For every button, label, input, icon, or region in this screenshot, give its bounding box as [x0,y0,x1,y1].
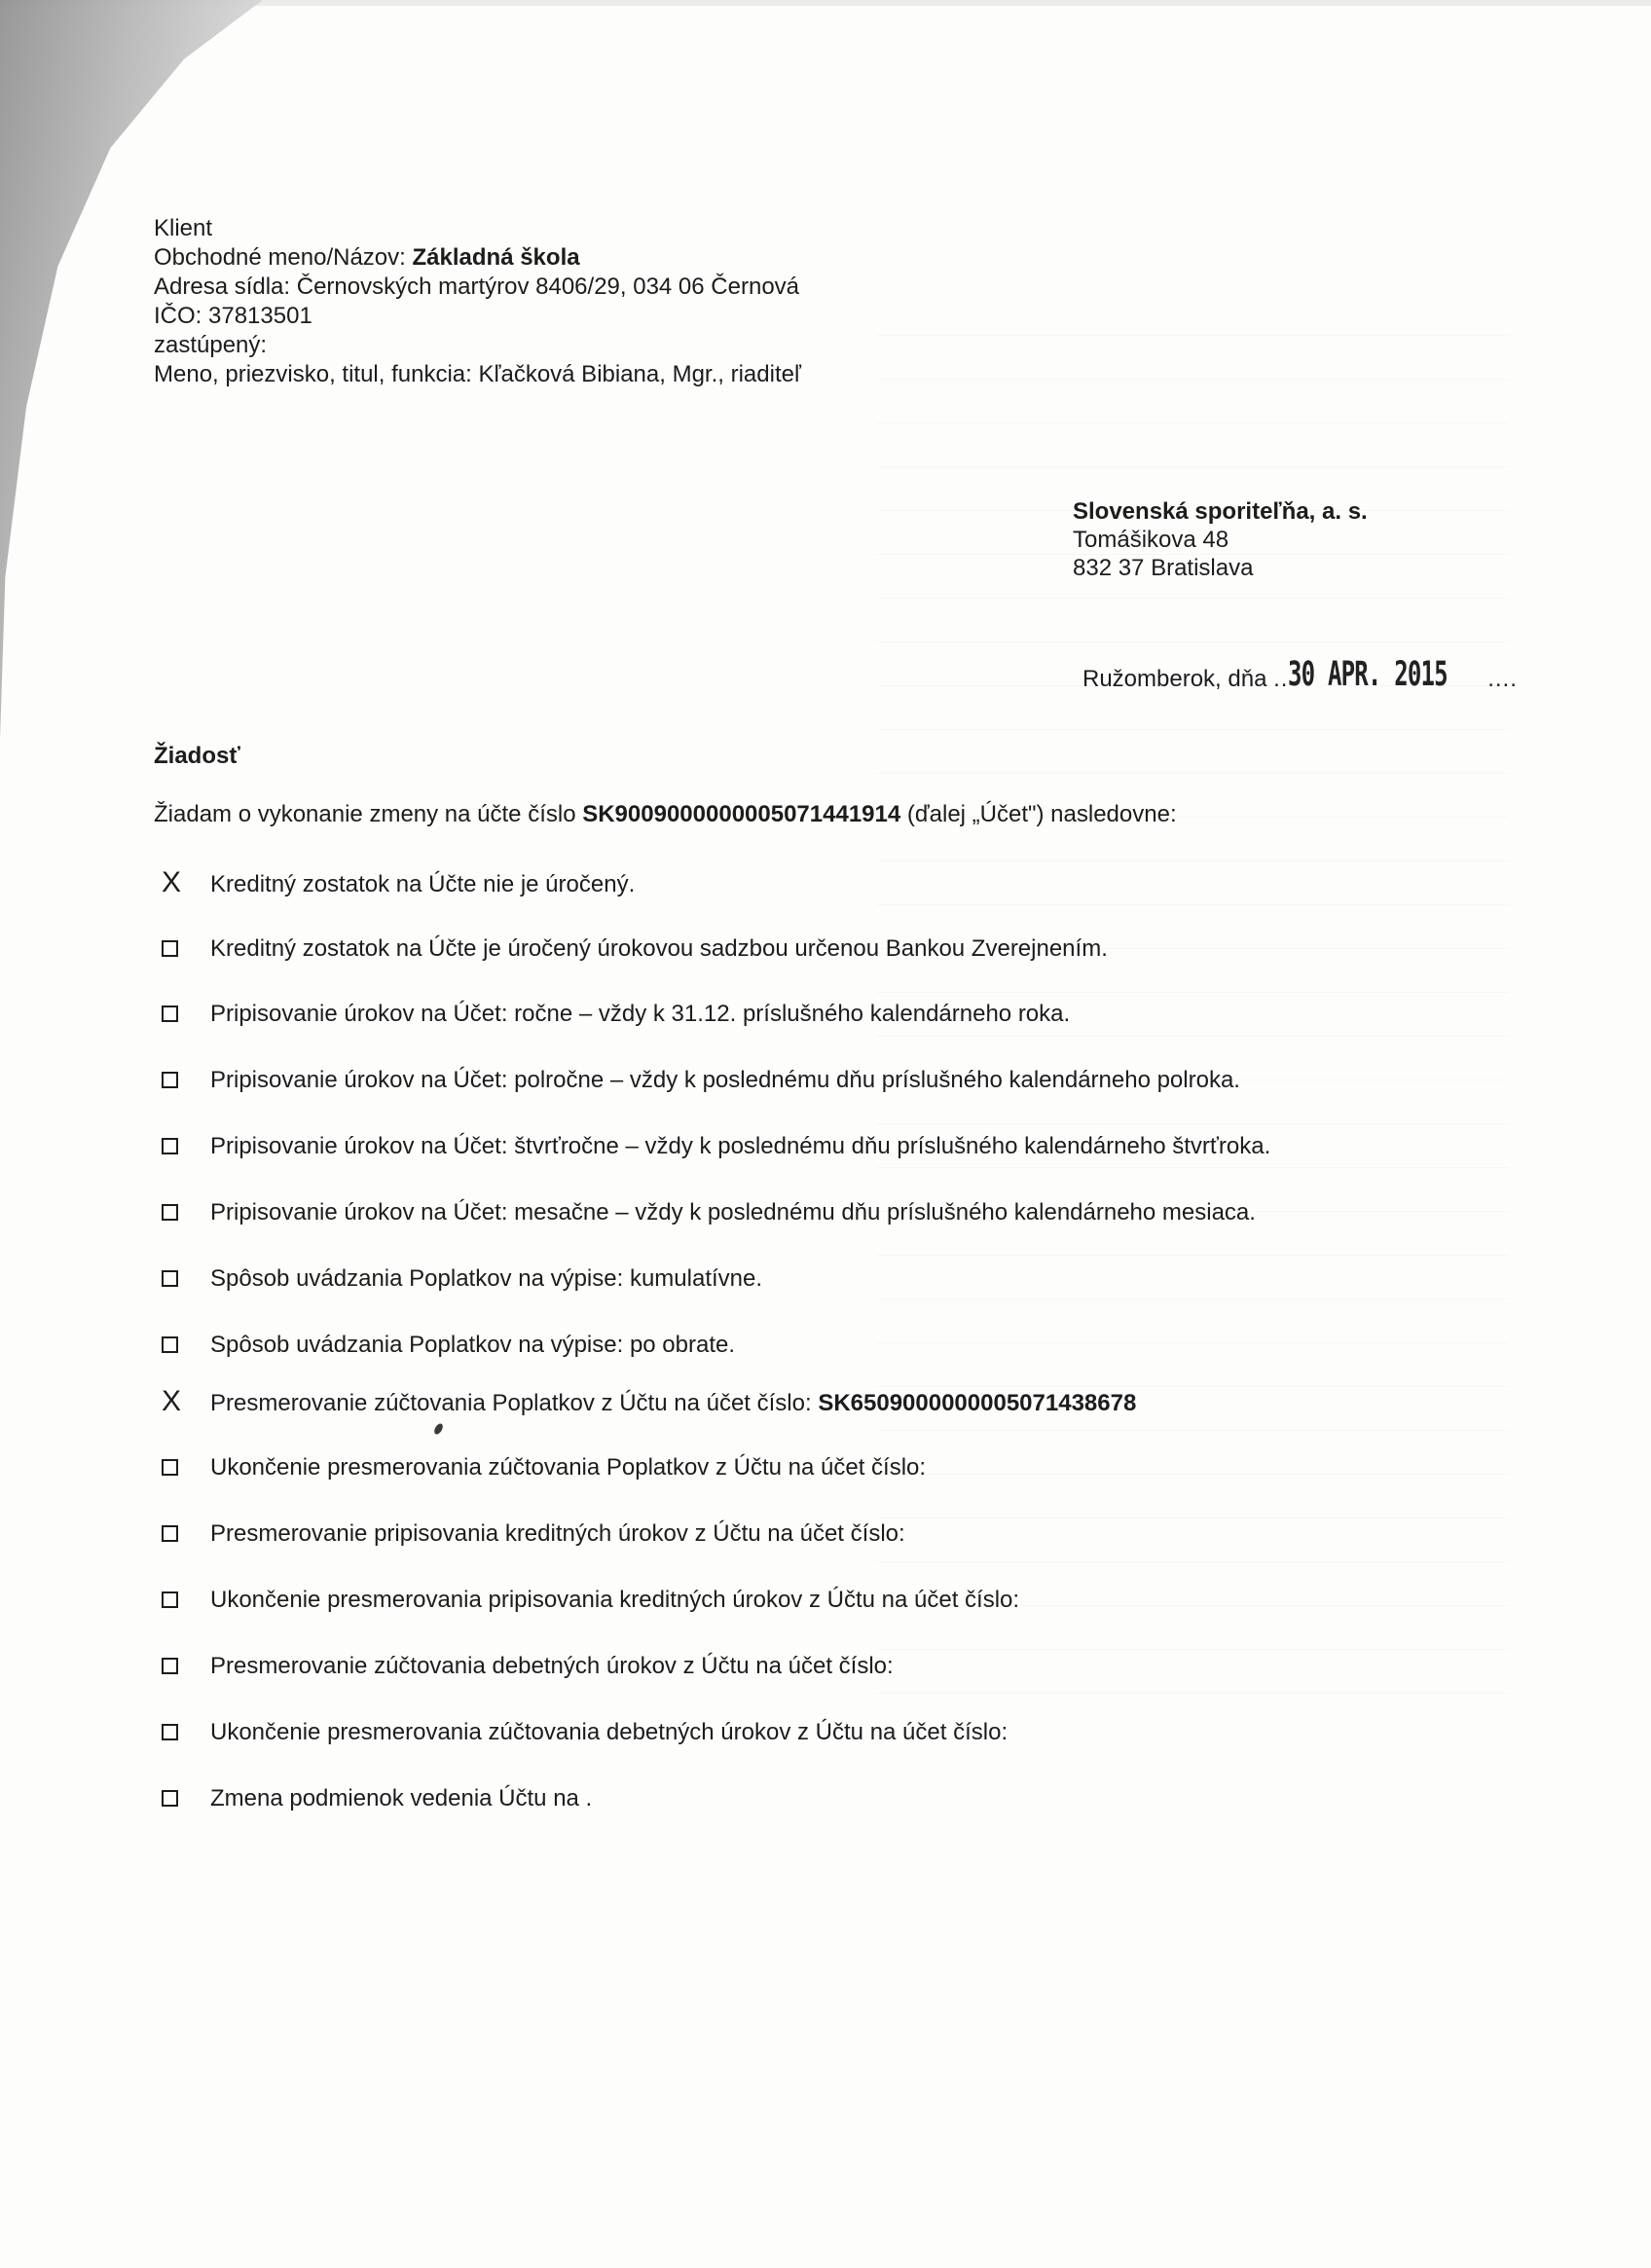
option-row [162,1132,1270,1161]
date-stamp: 30 APR. 2015 [1288,654,1449,694]
checkbox-checked[interactable]: X [162,1385,182,1417]
option-row [162,1519,905,1549]
request-account-number: SK9009000000005071441914 [582,801,901,827]
bank-city: 832 37 Bratislava [1073,555,1254,581]
client-name-value: Základná škola [412,244,580,271]
checkbox-empty[interactable] [162,940,178,957]
client-block [154,214,801,389]
checkbox-empty[interactable] [162,1072,178,1088]
option-label: Ukončenie presmerovania zúčtovania debetných úrokov z Účtu na účet číslo: [210,1719,1009,1745]
option-label: Presmerovanie pripisovania kreditných úrokov z Účtu na účet číslo: [210,1520,905,1547]
option-row [162,1784,592,1813]
option-row [162,1066,1240,1095]
client-heading: Klient [154,215,213,241]
request-intro-post: (ďalej „Účet") nasledovne: [900,801,1177,827]
client-ico: IČO: 37813501 [154,303,312,329]
option-row [162,1586,1019,1615]
option-label: Kreditný zostatok na Účte nie je úročený. [210,871,636,897]
option-row [162,868,635,899]
option-label: Spôsob uvádzania Poplatkov na výpise: kumulatívne. [210,1265,763,1292]
checkbox-empty[interactable] [162,1591,178,1608]
date-prefix: Ružomberok, dňa [1082,666,1274,692]
option-row [162,1652,894,1681]
request-intro [154,800,1177,829]
request-title: Žiadosť [154,743,240,769]
date-line: Ružomberok, dňa ..30 APR. 2015 .... [1082,654,1518,694]
option-label: Pripisovanie úrokov na Účet: štvrťročne – vždy k poslednému dňu príslušného kalendárneho štvrťroka. [210,1133,1271,1159]
option-label: Kreditný zostatok na Účte je úročený úrokovou sadzbou určenou Bankou Zverejnením. [210,935,1108,962]
option-row [162,1000,1070,1029]
client-represented: zastúpený: [154,332,268,358]
checkbox-empty[interactable] [162,1658,178,1674]
option-row [162,1453,926,1482]
option-row [162,1387,1136,1418]
checkbox-empty[interactable] [162,1336,178,1353]
checkbox-empty[interactable] [162,1790,178,1807]
option-label: Pripisovanie úrokov na Účet: ročne – vždy k 31.12. príslušného kalendárneho roka. [210,1001,1071,1027]
option-label: Presmerovanie zúčtovania Poplatkov z Účtu na účet číslo: [210,1390,819,1416]
option-label: Ukončenie presmerovania zúčtovania Poplatkov z Účtu na účet číslo: [210,1454,927,1481]
checkbox-empty[interactable] [162,1459,178,1476]
option-label: Presmerovanie zúčtovania debetných úrokov z Účtu na účet číslo: [210,1653,894,1679]
option-label: Pripisovanie úrokov na Účet: mesačne – vždy k poslednému dňu príslušného kalendárneho mesiaca. [210,1199,1256,1225]
checkbox-empty[interactable] [162,1006,178,1022]
ink-smudge [432,1422,444,1436]
request-intro-pre: Žiadam o vykonanie zmeny na účte číslo [154,801,583,827]
option-label: Ukončenie presmerovania pripisovania kreditných úrokov z Účtu na účet číslo: [210,1587,1020,1613]
checkbox-empty[interactable] [162,1724,178,1740]
client-address: Adresa sídla: Černovských martýrov 8406/29, 034 06 Černová [154,274,800,300]
option-label: Zmena podmienok vedenia Účtu na . [210,1785,593,1811]
checkbox-empty[interactable] [162,1204,178,1221]
bank-street: Tomášikova 48 [1073,527,1229,553]
option-row [162,1718,1008,1747]
option-account-number: SK6509000000005071438678 [818,1390,1137,1416]
checkbox-empty[interactable] [162,1138,178,1154]
option-label: Spôsob uvádzania Poplatkov na výpise: po obrate. [210,1332,736,1358]
checkbox-empty[interactable] [162,1525,178,1542]
option-row [162,1264,762,1294]
checkbox-checked[interactable]: X [162,866,182,898]
option-label: Pripisovanie úrokov na Účet: polročne – vždy k poslednému dňu príslušného kalendárneho polroka. [210,1067,1240,1093]
bank-name: Slovenská sporiteľňa, a. s. [1073,498,1368,525]
client-name-label: Obchodné meno/Názov: [154,244,413,271]
client-person: Meno, priezvisko, titul, funkcia: Kľačková Bibiana, Mgr., riaditeľ [154,361,801,387]
checkbox-empty[interactable] [162,1270,178,1287]
option-row [162,1198,1256,1227]
bank-address-block [1073,497,1368,582]
client-name-line [154,243,801,273]
option-row [162,1331,735,1360]
option-row [162,934,1108,964]
